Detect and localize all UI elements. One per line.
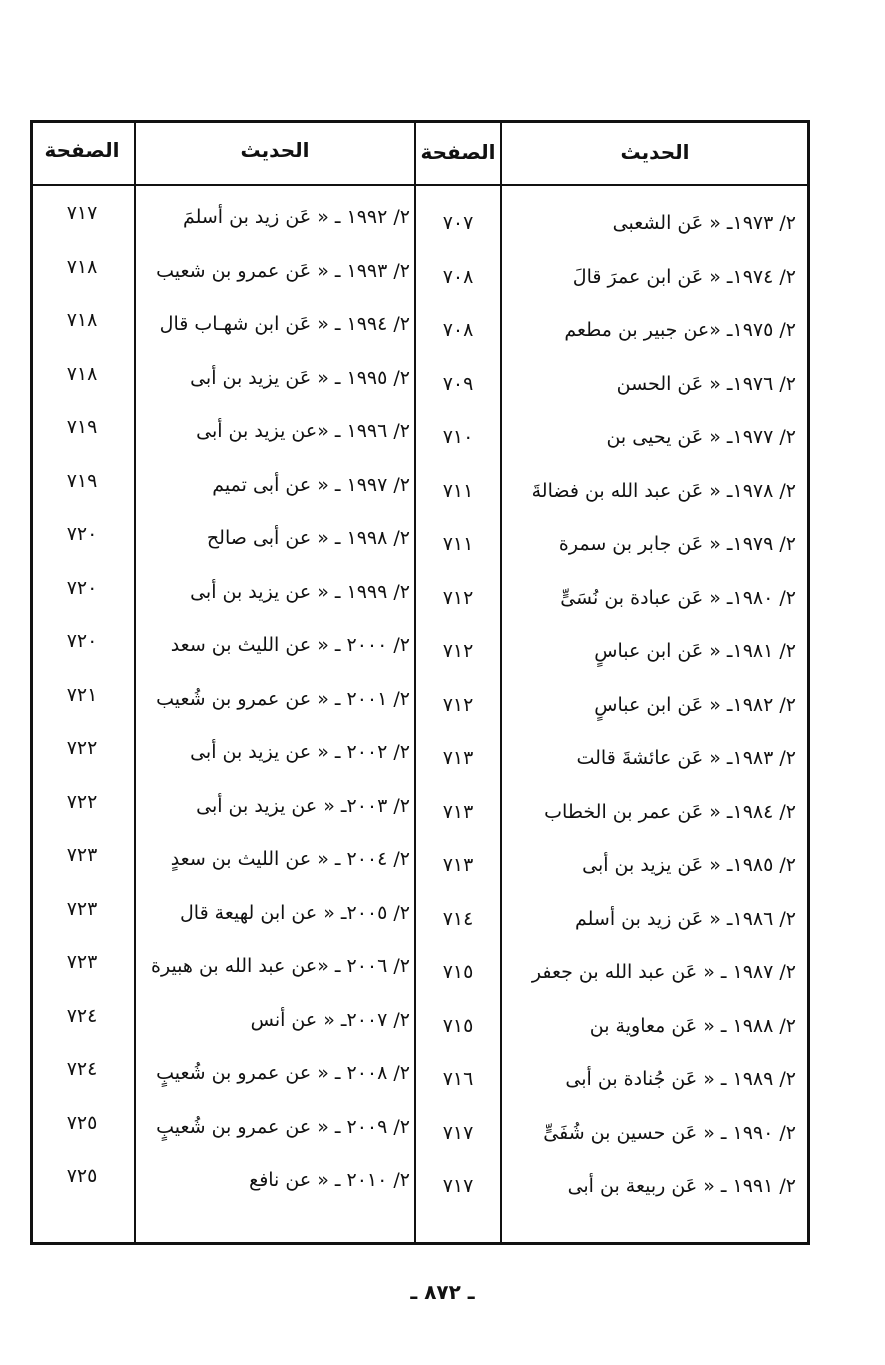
page-ref: ٧٠٨	[442, 319, 474, 341]
page-ref: ٧٢٣	[66, 951, 98, 973]
hadith-entry: ٢/ ٢٠١٠ ـ « عن نافع	[249, 1169, 410, 1191]
header-hadith-right: الحديث	[620, 140, 690, 164]
hadith-entry: ٢/ ١٩٩٠ ـ « عَن حسين بن شُفَىٍّ	[543, 1122, 796, 1144]
hadith-entry: ٢/ ١٩٩٨ ـ « عن أبى صالح	[206, 527, 410, 549]
page-ref: ٧٢٥	[66, 1165, 98, 1187]
hadith-entry: ٢/ ١٩٨١ـ « عَن ابن عباسٍ	[594, 640, 796, 662]
page-ref: ٧١٨	[66, 256, 98, 278]
page-ref: ٧٢٠	[66, 630, 98, 652]
hadith-entry: ٢/ ١٩٨٤ـ « عَن عمر بن الخطاب	[544, 801, 796, 823]
hadith-entry: ٢/ ١٩٧٨ـ « عَن عبد الله بن فضالةَ	[531, 480, 796, 502]
hadith-entry: ٢/ ١٩٩٩ ـ « عن يزيد بن أبى	[190, 581, 410, 603]
hadith-entry: ٢/ ١٩٧٥ـ «عن جبير بن مطعم	[564, 319, 796, 341]
column-divider	[500, 120, 502, 1245]
page-ref: ٧١٧	[66, 202, 98, 224]
hadith-entry: ٢/ ١٩٧٧ـ « عَن يحيى بن	[606, 426, 796, 448]
hadith-entry: ٢/ ١٩٧٦ـ « عَن الحسن	[616, 373, 796, 395]
hadith-entry: ٢/ ٢٠٠٠ ـ « عن الليث بن سعد	[170, 634, 410, 656]
page-ref: ٧١٣	[442, 801, 474, 823]
hadith-entry: ٢/ ٢٠٠٤ ـ « عن الليث بن سعدٍ	[170, 848, 410, 870]
hadith-entry: ٢/ ١٩٧٣ـ « عَن الشعبى	[612, 212, 796, 234]
page-ref: ٧١١	[442, 533, 474, 555]
page-ref: ٧٢٥	[66, 1112, 98, 1134]
header-divider	[30, 184, 810, 186]
page-ref: ٧١٨	[66, 363, 98, 385]
hadith-entry: ٢/ ١٩٩٦ ـ «عن يزيد بن أبى	[196, 420, 410, 442]
hadith-entry: ٢/ ٢٠٠٩ ـ « عن عمرو بن شُعيبٍ	[156, 1116, 410, 1138]
header-page-right: الصفحة	[420, 140, 496, 164]
page-ref: ٧١٣	[442, 747, 474, 769]
index-table	[30, 120, 810, 1245]
hadith-entry: ٢/ ١٩٧٩ـ « عَن جابر بن سمرة	[558, 533, 796, 555]
page-ref: ٧١٩	[66, 416, 98, 438]
hadith-entry: ٢/ ٢٠٠٧ـ « عن أنس	[250, 1009, 410, 1031]
page-ref: ٧١٧	[442, 1175, 474, 1197]
page-ref: ٧١٠	[442, 426, 474, 448]
page-ref: ٧٢٢	[66, 791, 98, 813]
page-ref: ٧٠٩	[442, 373, 474, 395]
page-number: ـ ٨٧٢ ـ	[410, 1280, 475, 1304]
hadith-entry: ٢/ ٢٠٠٣ـ « عن يزيد بن أبى	[196, 795, 410, 817]
page-ref: ٧٠٨	[442, 266, 474, 288]
hadith-entry: ٢/ ٢٠٠٢ ـ « عن يزيد بن أبى	[190, 741, 410, 763]
hadith-entry: ٢/ ١٩٨٧ ـ « عَن عبد الله بن جعفر	[531, 961, 796, 983]
hadith-entry: ٢/ ١٩٩٧ ـ « عن أبى تميم	[212, 474, 410, 496]
hadith-entry: ٢/ ١٩٨٨ ـ « عَن معاوية بن	[589, 1015, 796, 1037]
hadith-entry: ٢/ ٢٠٠٥ـ « عن ابن لهيعة قال	[179, 902, 410, 924]
page-ref: ٧١٩	[66, 470, 98, 492]
hadith-entry: ٢/ ١٩٧٤ـ « عَن ابن عمرَ قالَ	[572, 266, 796, 288]
page-ref: ٧٢٠	[66, 523, 98, 545]
hadith-entry: ٢/ ٢٠٠٨ ـ « عن عمرو بن شُعيبٍ	[156, 1062, 410, 1084]
page-ref: ٧١٨	[66, 309, 98, 331]
hadith-entry: ٢/ ١٩٨٣ـ « عَن عائشةَ قالت	[576, 747, 796, 769]
hadith-entry: ٢/ ١٩٨٩ ـ « عَن جُنادة بن أبى	[565, 1068, 796, 1090]
page-ref: ٧١٥	[442, 1015, 474, 1037]
page-ref: ٧٢٢	[66, 737, 98, 759]
page-ref: ٧١٢	[442, 640, 474, 662]
page-ref: ٧١٢	[442, 587, 474, 609]
column-divider	[134, 120, 136, 1245]
hadith-entry: ٢/ ١٩٨٢ـ « عَن ابن عباسٍ	[594, 694, 796, 716]
page-ref: ٧٢١	[66, 684, 98, 706]
page-ref: ٧٠٧	[442, 212, 474, 234]
page-ref: ٧١٤	[442, 908, 474, 930]
page-ref: ٧١٣	[442, 854, 474, 876]
hadith-entry: ٢/ ١٩٨٥ـ « عَن يزيد بن أبى	[582, 854, 796, 876]
hadith-entry: ٢/ ١٩٩٥ ـ « عَن يزيد بن أبى	[190, 367, 410, 389]
page-ref: ٧٢٤	[66, 1058, 98, 1080]
page-ref: ٧٢٠	[66, 577, 98, 599]
hadith-entry: ٢/ ١٩٩١ ـ « عَن ربيعة بن أبى	[567, 1175, 796, 1197]
header-page-left: الصفحة	[44, 138, 120, 162]
page-ref: ٧١٢	[442, 694, 474, 716]
page-ref: ٧٢٣	[66, 898, 98, 920]
page-ref: ٧١٦	[442, 1068, 474, 1090]
page-ref: ٧١١	[442, 480, 474, 502]
hadith-entry: ٢/ ١٩٨٠ـ « عَن عبادة بن نُسَىٍّ	[560, 587, 796, 609]
hadith-entry: ٢/ ١٩٩٣ ـ « عَن عمرو بن شعيب	[156, 260, 410, 282]
hadith-entry: ٢/ ٢٠٠٦ ـ «عن عبد الله بن هبيرة	[151, 955, 410, 977]
page-ref: ٧١٧	[442, 1122, 474, 1144]
page-ref: ٧١٥	[442, 961, 474, 983]
hadith-entry: ٢/ ١٩٩٢ ـ « عَن زيد بن أسلمَ	[182, 206, 410, 228]
hadith-entry: ٢/ ١٩٩٤ ـ « عَن ابن شهـاب قال	[159, 313, 410, 335]
page-ref: ٧٢٤	[66, 1005, 98, 1027]
header-hadith-left: الحديث	[240, 138, 310, 162]
hadith-entry: ٢/ ١٩٨٦ـ « عَن زيد بن أسلم	[574, 908, 796, 930]
page-ref: ٧٢٣	[66, 844, 98, 866]
hadith-entry: ٢/ ٢٠٠١ ـ « عن عمرو بن شُعيب	[156, 688, 410, 710]
